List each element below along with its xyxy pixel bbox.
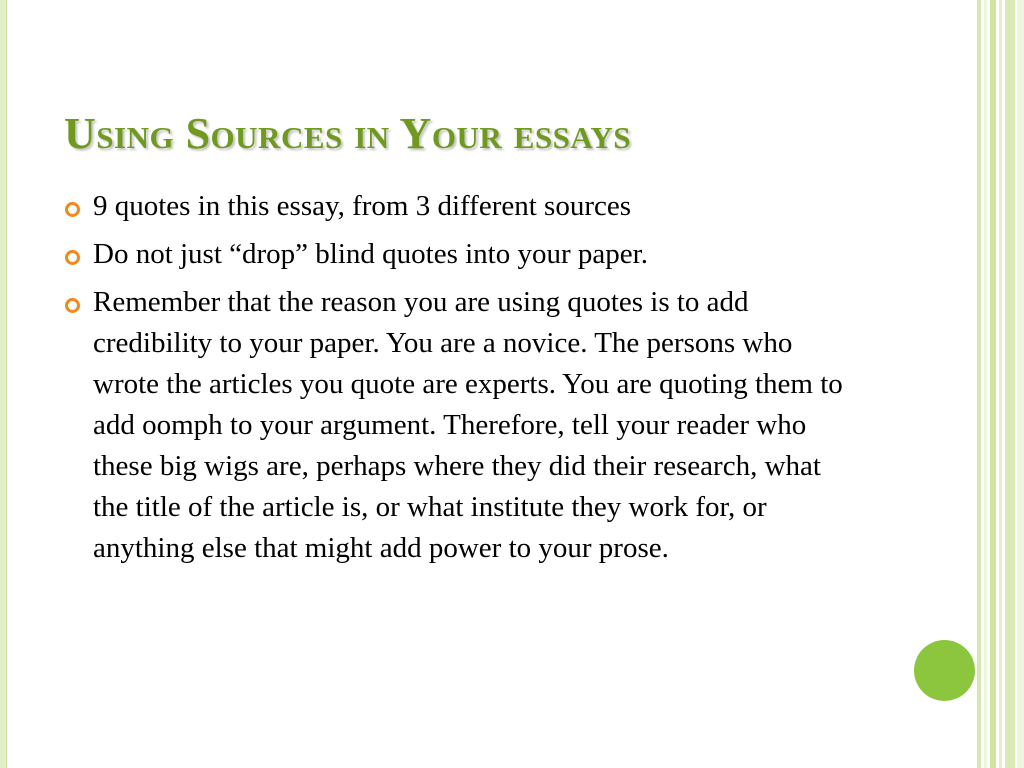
right-stripe — [1017, 0, 1024, 768]
right-stripe — [1005, 0, 1015, 768]
left-border — [0, 0, 7, 768]
bullet-item — [62, 186, 862, 227]
bullet-text: Do not just “drop” blind quotes into your paper. — [93, 238, 648, 270]
bullet-icon — [65, 202, 80, 217]
right-stripe — [977, 0, 981, 768]
slide-title: Using Sources in Your essays — [64, 109, 632, 158]
bullet-list — [62, 186, 862, 576]
bullet-text: Remember that the reason you are using quotes is to add credibility to your paper. You are a novice. The persons who wrote the articles you quote are experts. You are quoting them to add oomph to your argument. Therefore, tell your reader who these big wigs are, perhaps where they did their research, what the title of the article is, or what institute they work for, or anything else that might add power to your prose. — [93, 286, 843, 564]
bullet-icon — [65, 298, 80, 313]
bullet-text: 9 quotes in this essay, from 3 different sources — [93, 190, 632, 222]
right-stripe — [999, 0, 1002, 768]
decorative-circle — [914, 640, 975, 701]
bullet-item — [62, 282, 862, 569]
bullet-item — [62, 234, 862, 275]
right-stripe — [990, 0, 996, 768]
bullet-icon — [65, 250, 80, 265]
right-stripe — [984, 0, 987, 768]
